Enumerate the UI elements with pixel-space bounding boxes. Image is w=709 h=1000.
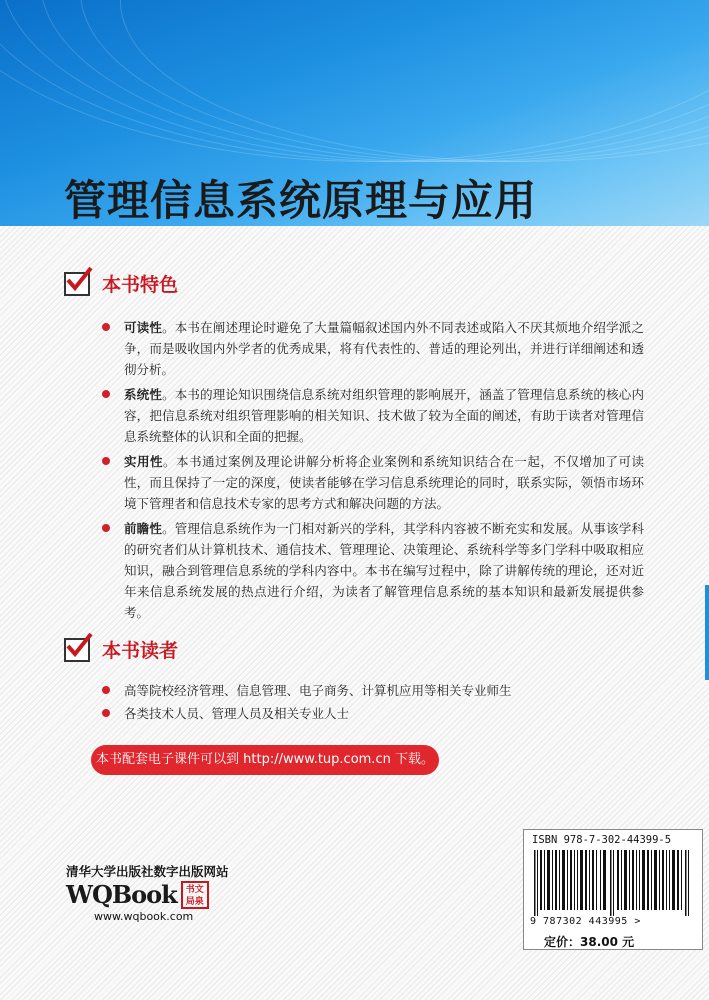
list-item (104, 680, 644, 701)
feature-text: 。本书在阐述理论时避免了大量篇幅叙述国内外不同表述或陷入不厌其烦地介绍学派之争，而是吸收国内外学者的优秀成果，将有代表性的、普适的理论列出，并进行详细阐述和透彻分析。 (124, 320, 644, 377)
barcode-icon (534, 850, 694, 916)
checkmark-icon (64, 272, 90, 296)
bullet-icon (102, 323, 110, 331)
feature-text: 。本书通过案例及理论讲解分析将企业案例和系统知识结合在一起，不仅增加了可读性，而且保持了一定的深度，使读者能够在学习信息系统理论的同时，联系实际，领悟市场环境下管理者和信息技术专家的思考方式和解决问题的方法。 (124, 454, 644, 511)
edge-marker (705, 585, 709, 680)
book-title: 管理信息系统原理与应用 (64, 176, 538, 225)
features-heading: 本书特色 (102, 274, 179, 296)
feature-term: 实用性 (124, 454, 164, 469)
list-item (104, 518, 644, 623)
readers-list (104, 680, 644, 726)
features-list (104, 317, 644, 627)
isbn-label: ISBN 978-7-302-44399-5 (532, 834, 672, 846)
logo-badge: 书文局泉 (181, 881, 209, 909)
feature-term: 系统性 (124, 387, 163, 402)
feature-text: 。本书的理论知识围绕信息系统对组织管理的影响展开，涵盖了管理信息系统的核心内容，把信息系统对组织管理影响的相关知识、技术做了较为全面的阐述，有助于读者对管理信息系统整体的认识和全面的把握。 (124, 387, 644, 444)
list-item (104, 317, 644, 380)
isbn-box (523, 829, 703, 950)
list-item (104, 451, 644, 514)
list-item (104, 384, 644, 447)
courseware-note: 本书配套电子课件可以到 http://www.tup.com.cn 下载。 (91, 745, 439, 775)
publisher-name: 清华大学出版社数字出版网站 (66, 864, 229, 879)
feature-term: 可读性 (124, 320, 163, 335)
bullet-icon (102, 686, 110, 694)
logo-text: WQBook (66, 880, 177, 909)
price-label: 定价：38.00 元 (544, 935, 635, 949)
bullet-icon (102, 709, 110, 717)
bullet-icon (102, 524, 110, 532)
publisher-logo (66, 880, 209, 909)
bullet-icon (102, 390, 110, 398)
readers-heading-row (64, 636, 178, 663)
barcode-digits: 9 787302 443995 > (530, 916, 641, 927)
reader-text: 各类技术人员、管理人员及相关专业人士 (124, 706, 350, 721)
readers-heading: 本书读者 (102, 640, 179, 662)
bullet-icon (102, 457, 110, 465)
list-item (104, 703, 644, 724)
feature-text: 。管理信息系统作为一门相对新兴的学科，其学科内容被不断充实和发展。从事该学科的研究者们从计算机技术、通信技术、管理理论、决策理论、系统科学等多门学科中吸取相应知识，融合到管理信息系统的学科内容中。本书在编写过程中，除了讲解传统的理论，还对近年来信息系统发展的热点进行介绍，为读者了解管理信息系统的基本知识和最新发展提供参考。 (124, 521, 644, 620)
checkmark-icon (64, 638, 90, 662)
publisher-url: www.wqbook.com (94, 910, 194, 923)
feature-term: 前瞻性 (124, 521, 163, 536)
features-heading-row (64, 270, 178, 297)
reader-text: 高等院校经济管理、信息管理、电子商务、计算机应用等相关专业师生 (124, 683, 512, 698)
